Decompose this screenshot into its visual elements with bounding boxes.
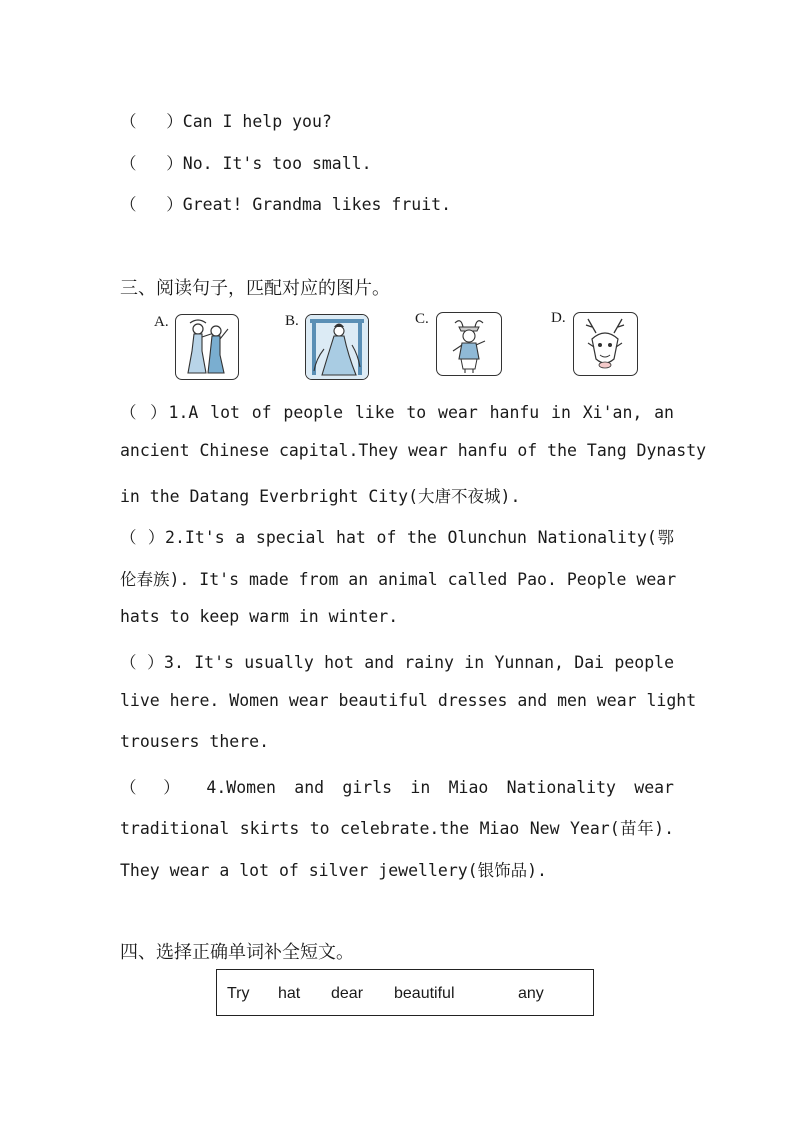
item-3-line-1: （ ）3. It's usually hot and rainy in Yunnan, Dai people <box>120 653 674 672</box>
picture-c-label: C. <box>415 311 429 327</box>
item-3-line-3: trousers there. <box>120 732 270 751</box>
section-3-heading: 三、阅读句子，匹配对应的图片。 <box>120 278 390 299</box>
item-2-line-1: （ ）2.It's a special hat of the Olunchun Nationality(鄂 <box>120 528 674 547</box>
word-bank-word: Try <box>227 985 250 1002</box>
item-1-line-1: （ ）1.A lot of people like to wear hanfu in Xi'an, an <box>120 403 674 422</box>
item-2-line-3: hats to keep warm in winter. <box>120 607 399 626</box>
item-1-line-3: in the Datang Everbright City(大唐不夜城). <box>120 487 521 506</box>
dialogue-line-2: （ ）No. It's too small. <box>120 154 372 173</box>
item-2-line-2: 伦春族). It's made from an animal called Pao. People wear <box>120 570 677 589</box>
item-4-line-3: They wear a lot of silver jewellery(银饰品). <box>120 861 547 880</box>
picture-b-label: B. <box>285 313 299 329</box>
dialogue-line-3: （ ）Great! Grandma likes fruit. <box>120 195 452 214</box>
hanfu-woman-illustration <box>305 314 369 380</box>
item-4-line-1: （ ） 4.Women and girls in Miao Nationality wear <box>120 778 674 797</box>
pao-hat-illustration <box>573 312 638 376</box>
item-1-line-2: ancient Chinese capital.They wear hanfu of the Tang Dynasty <box>120 441 707 460</box>
picture-d-label: D. <box>551 310 566 326</box>
picture-a-label: A. <box>154 314 169 330</box>
dai-dancers-illustration <box>175 314 239 380</box>
section-4-heading: 四、选择正确单词补全短文。 <box>120 942 354 963</box>
word-bank-word: beautiful <box>394 985 455 1002</box>
word-bank-word: hat <box>278 985 301 1002</box>
item-3-line-2: live here. Women wear beautiful dresses and men wear light <box>120 691 697 710</box>
dialogue-line-1: （ ）Can I help you? <box>120 112 332 131</box>
word-bank-word: any <box>518 985 544 1002</box>
miao-girl-illustration <box>436 312 502 376</box>
word-bank-word: dear <box>331 985 364 1002</box>
item-4-line-2: traditional skirts to celebrate.the Miao New Year(苗年). <box>120 819 674 838</box>
